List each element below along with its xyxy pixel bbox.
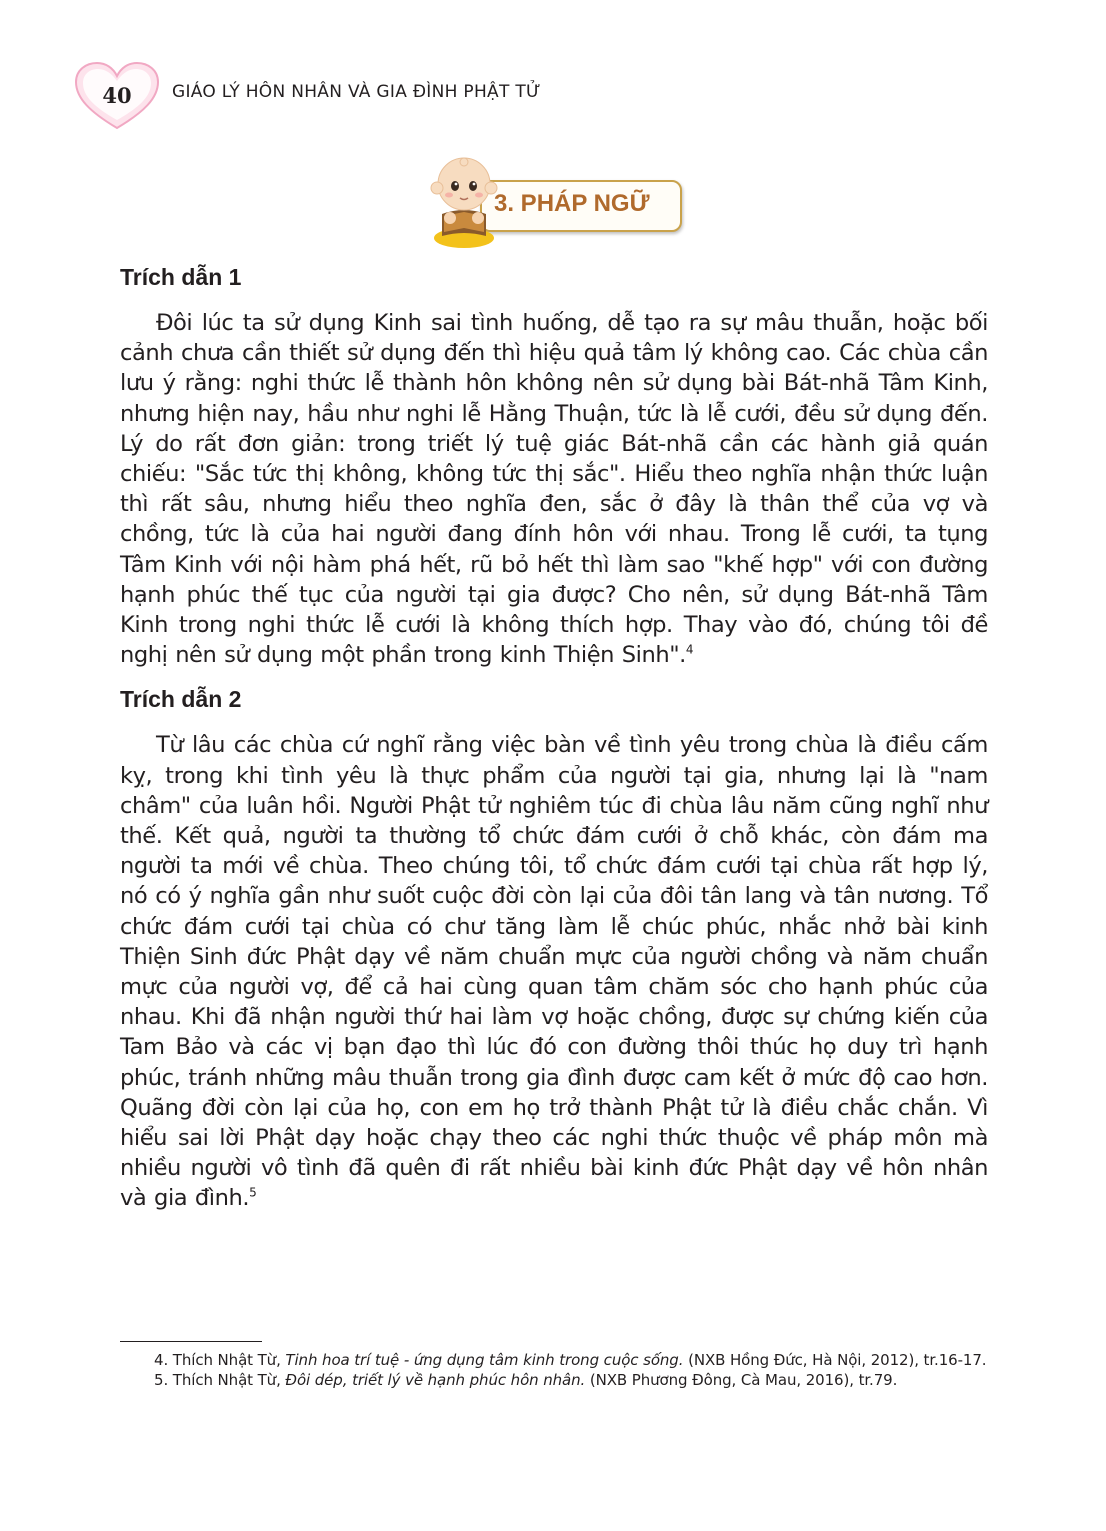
footnote-ref: 5 <box>249 1185 257 1200</box>
footnote-publication: (NXB Phương Đông, Cà Mau, 2016), tr.79. <box>585 1371 898 1389</box>
quote-paragraph <box>120 308 988 670</box>
footnotes <box>120 1350 990 1390</box>
main-content <box>120 262 988 1214</box>
footnote-ref: 4 <box>685 642 694 657</box>
footnote-title: Tinh hoa trí tuệ - ứng dụng tâm kinh trong cuộc sống. <box>285 1351 684 1369</box>
running-title: GIÁO LÝ HÔN NHÂN VÀ GIA ĐÌNH PHẬT TỬ <box>172 82 541 102</box>
quote-heading: Trích dẫn 2 <box>120 686 242 713</box>
quote-paragraph <box>120 730 988 1213</box>
footnote-publication: (NXB Hồng Đức, Hà Nội, 2012), tr.16-17. <box>683 1351 987 1369</box>
footnote-title: Đôi dép, triết lý về hạnh phúc hôn nhân. <box>285 1371 586 1389</box>
footnote-author: 5. Thích Nhật Từ, <box>154 1371 286 1389</box>
spacer <box>120 670 988 684</box>
footnote <box>120 1350 990 1370</box>
page-header <box>72 60 772 132</box>
footnote <box>120 1370 990 1390</box>
footnote-divider <box>120 1341 262 1342</box>
quote-text: Đôi lúc ta sử dụng Kinh sai tình huống, dễ tạo ra sự mâu thuẫn, hoặc bối cảnh chưa cần thiết sử dụng đến thì hiệu quả tâm lý không cao. Các chùa cần lưu ý rằng: nghi thức lễ thành hôn không nên sử dụng bài Bát-nhã Tâm Kinh, nhưng hiện nay, hầu như nghi lễ Hằng Thuận, tức là lễ cưới, đều sử dụng đến. Lý do rất đơn giản: trong triết lý tuệ giác Bát-nhã cần các hành giả quán chiếu: "Sắc tức thị không, không tức thị sắc". Hiểu theo nghĩa nhận thức luận thì rất sâu, nhưng hiểu theo nghĩa đen, sắc ở đây là thân thể của vợ và chồng, tức là của hai người đang đính hôn với nhau. Trong lễ cưới, ta tụng Tâm Kinh với nội hàm phá hết, rũ bỏ hết thì làm sao "khế hợp" với con đường hạnh phúc thế tục của người tại gia được? Cho nên, sử dụng Bát-nhã Tâm Kinh trong nghi thức lễ cưới là không thích hợp. Thay vào đó, chúng tôi đề nghị nên sử dụng một phần trong kinh Thiện Sinh". <box>120 310 988 669</box>
quote-heading: Trích dẫn 1 <box>120 264 242 290</box>
footnote-author: 4. Thích Nhật Từ, <box>154 1351 286 1369</box>
page-number: 40 <box>102 83 132 108</box>
quote-text: Từ lâu các chùa cứ nghĩ rằng việc bàn về tình yêu trong chùa là điều cấm kỵ, trong khi tình yêu là thực phẩm của người tại gia, nhưng lại là "nam châm" của luân hồi. Người Phật tử nghiêm túc đi chùa lâu năm cũng nghĩ như thế. Kết quả, người ta thường tổ chức đám cưới ở chỗ khác, còn đám ma người ta mới về chùa. Theo chúng tôi, tổ chức đám cưới tại chùa rất hợp lý, nó có ý nghĩa gần như suốt cuộc đời còn lại của đôi tân lang và tân nương. Tổ chức đám cưới tại chùa có chư tăng làm lễ chúc phúc, nhắc nhở bài kinh Thiện Sinh đức Phật dạy về năm chuẩn mực của người chồng và năm chuẩn mực của người vợ, để cả hai cùng quan tâm chăm sóc cho hạnh phúc của nhau. Khi đã nhận người thứ hai làm vợ hoặc chồng, được sự chứng kiến của Tam Bảo và các vị bạn đạo thì lúc đó con đường thôi thúc họ duy trì hạnh phúc, tránh những mâu thuẫn trong gia đình được cam kết ở mức độ cao hơn. Quãng đời còn lại của họ, con em họ trở thành Phật tử là điều chắc chắn. Vì hiểu sai lời Phật dạy hoặc chạy theo các nghi thức thuộc về pháp môn mà nhiều người vô tình đã quên đi rất nhiều bài kinh đức Phật dạy về hôn nhân và gia đình. <box>120 732 988 1212</box>
section-title: 3. PHÁP NGỮ <box>494 190 650 217</box>
section-badge <box>424 152 684 250</box>
